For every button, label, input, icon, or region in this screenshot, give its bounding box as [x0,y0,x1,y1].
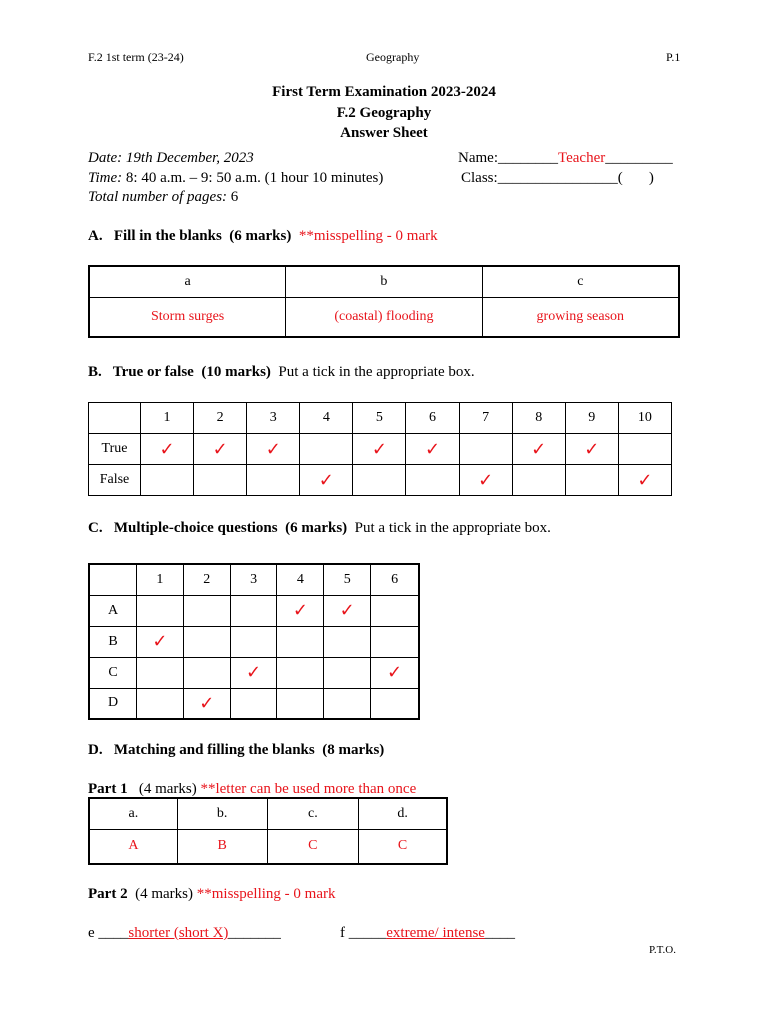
pages-label: Total number of pages: [88,189,228,205]
time-label: Time: [88,170,123,186]
part1-note: **letter can be used more than once [200,781,417,797]
corner-cell [89,403,141,434]
answer-box [247,465,300,496]
row-label: D [89,688,137,719]
tick-mark: ✓ [246,662,262,683]
table-header-cell: b [286,266,482,297]
answer-box [371,595,419,626]
answer-box [277,626,324,657]
answer-box [618,434,671,465]
column-header: 6 [371,564,419,595]
answer-box [324,626,371,657]
part2-label: Part 2 [88,886,128,902]
answer-box [512,465,565,496]
true-row [89,434,672,465]
answer-box [459,465,512,496]
tick-mark: ✓ [478,469,494,491]
date-label: Date: [88,150,123,166]
answer-box [137,595,184,626]
section-d-heading [88,742,384,759]
tick-mark: ✓ [318,469,334,491]
answer-box [183,626,230,657]
tick-mark: ✓ [159,438,175,460]
answer-box [459,434,512,465]
tick-mark: ✓ [371,438,387,460]
answer-cell: growing season [482,297,679,337]
blank-f-label: f [340,925,345,941]
time-value: 8: 40 a.m. – 9: 50 a.m. (1 hour 10 minutes) [125,170,384,186]
row-label: False [89,465,141,496]
tick-mark: ✓ [292,600,308,621]
column-header: 10 [618,403,671,434]
column-header: 1 [137,564,184,595]
section-c-heading [88,520,551,537]
column-header: 3 [230,564,277,595]
blank-e-post: _______ [228,925,281,941]
option-a-row [89,595,419,626]
answer-box [137,626,184,657]
date-line [88,150,254,167]
row-label: True [89,434,141,465]
answer-box [277,688,324,719]
exam-subject-title: F.2 Geography [336,105,432,121]
column-header: 5 [324,564,371,595]
answer-cell: A [89,829,177,864]
answer-box [406,465,459,496]
answer-box [247,434,300,465]
table-header-cell: b. [177,798,267,829]
false-row [89,465,672,496]
answer-box [371,626,419,657]
corner-cell [89,564,137,595]
column-header: 1 [141,403,194,434]
part2-marks: (4 marks) [135,886,193,902]
answer-box [141,465,194,496]
column-header: 2 [183,564,230,595]
answer-cell: B [177,829,267,864]
tick-mark: ✓ [637,469,653,491]
tick-mark: ✓ [387,662,403,683]
answer-box [183,688,230,719]
answer-box [137,657,184,688]
row-label: B [89,626,137,657]
part2-note: **misspelling - 0 mark [196,886,336,902]
blank-e-answer: shorter (short X) [128,925,229,941]
name-blank-before: ________ [497,150,558,166]
answer-box [618,465,671,496]
section-b-table [88,402,672,496]
tick-mark: ✓ [339,600,355,621]
answer-box [300,465,353,496]
blank-e-pre: ____ [98,925,129,941]
column-header: 4 [277,564,324,595]
name-blank-after: _________ [605,150,673,166]
section-d-title: D. Matching and filling the blanks (8 marks) [88,742,385,758]
option-c-row [89,657,419,688]
table-header-cell: a [89,266,286,297]
class-number-paren: ( ) [617,170,654,186]
pages-value: 6 [230,189,239,205]
answer-cell: (coastal) flooding [286,297,482,337]
answer-box [371,688,419,719]
answer-box [183,595,230,626]
section-b-heading [88,364,475,381]
answer-box [277,595,324,626]
class-label: Class: [461,170,498,186]
row-label: C [89,657,137,688]
column-header: 7 [459,403,512,434]
answer-box [230,688,277,719]
name-line [458,150,673,167]
name-value: Teacher [557,150,606,166]
tick-mark: ✓ [212,438,228,460]
header-course: F.2 1st term (23-24) [88,50,184,64]
answer-box [277,657,324,688]
header-page: P.1 [666,50,681,64]
answer-cell: C [267,829,359,864]
class-blank: ________________ [497,170,618,186]
section-a-title: A. Fill in the blanks (6 marks) [88,228,292,244]
header-subject: Geography [366,50,420,64]
answer-box [183,657,230,688]
blank-f [340,925,515,942]
column-header: 5 [353,403,406,434]
blank-e-label: e [88,925,95,941]
answer-box [353,465,406,496]
column-header: 2 [194,403,247,434]
section-c-title: C. Multiple-choice questions (6 marks) [88,520,348,536]
part1-marks: (4 marks) [138,781,197,797]
name-label: Name: [458,150,498,166]
answer-box [137,688,184,719]
table-header-cell: c. [267,798,359,829]
blank-e [88,925,281,942]
column-header: 9 [565,403,618,434]
answer-box [565,434,618,465]
tick-mark: ✓ [199,692,215,714]
section-c-table [88,563,420,720]
class-line [461,170,654,187]
part1-table [88,797,448,865]
time-line [88,170,383,187]
date-value: 19th December, 2023 [125,150,254,166]
section-b-title: B. True or false (10 marks) [88,364,271,380]
column-header: 4 [300,403,353,434]
row-label: A [89,595,137,626]
table-header-cell: c [482,266,679,297]
tick-mark: ✓ [152,631,168,652]
option-b-row [89,626,419,657]
part2-heading [88,886,335,903]
answer-box [230,626,277,657]
answer-box [300,434,353,465]
tick-mark: ✓ [265,438,281,460]
section-c-instruction: Put a tick in the appropriate box. [354,520,551,536]
tick-mark: ✓ [584,438,600,460]
answer-box [194,434,247,465]
answer-box [565,465,618,496]
answer-box [230,595,277,626]
tick-mark: ✓ [424,438,441,460]
part1-heading [88,781,416,798]
exam-title: First Term Examination 2023-2024 [272,84,496,100]
tick-mark: ✓ [531,438,547,460]
table-header-cell: a. [89,798,177,829]
answer-box [230,657,277,688]
section-a-note: **misspelling - 0 mark [298,228,438,244]
option-d-row [89,688,419,719]
table-header-cell: d. [359,798,447,829]
section-a-heading [88,228,438,245]
answer-box [324,688,371,719]
column-header: 6 [406,403,459,434]
blank-f-pre: _____ [348,925,387,941]
answer-box [324,657,371,688]
answer-sheet-title: Answer Sheet [340,125,428,141]
answer-cell: C [359,829,447,864]
section-a-table [88,265,680,338]
answer-cell: Storm surges [89,297,286,337]
section-b-instruction: Put a tick in the appropriate box. [278,364,475,380]
pages-line [88,189,238,206]
answer-box [406,434,459,465]
column-header: 3 [247,403,300,434]
answer-box [324,595,371,626]
answer-box [353,434,406,465]
answer-box [194,465,247,496]
blank-f-post: ____ [484,925,515,941]
answer-box [141,434,194,465]
column-header: 8 [512,403,565,434]
pto-note: P.T.O. [649,944,676,956]
answer-box [371,657,419,688]
part1-label: Part 1 [88,781,128,797]
blank-f-answer: extreme/ intense [386,925,485,941]
answer-box [512,434,565,465]
